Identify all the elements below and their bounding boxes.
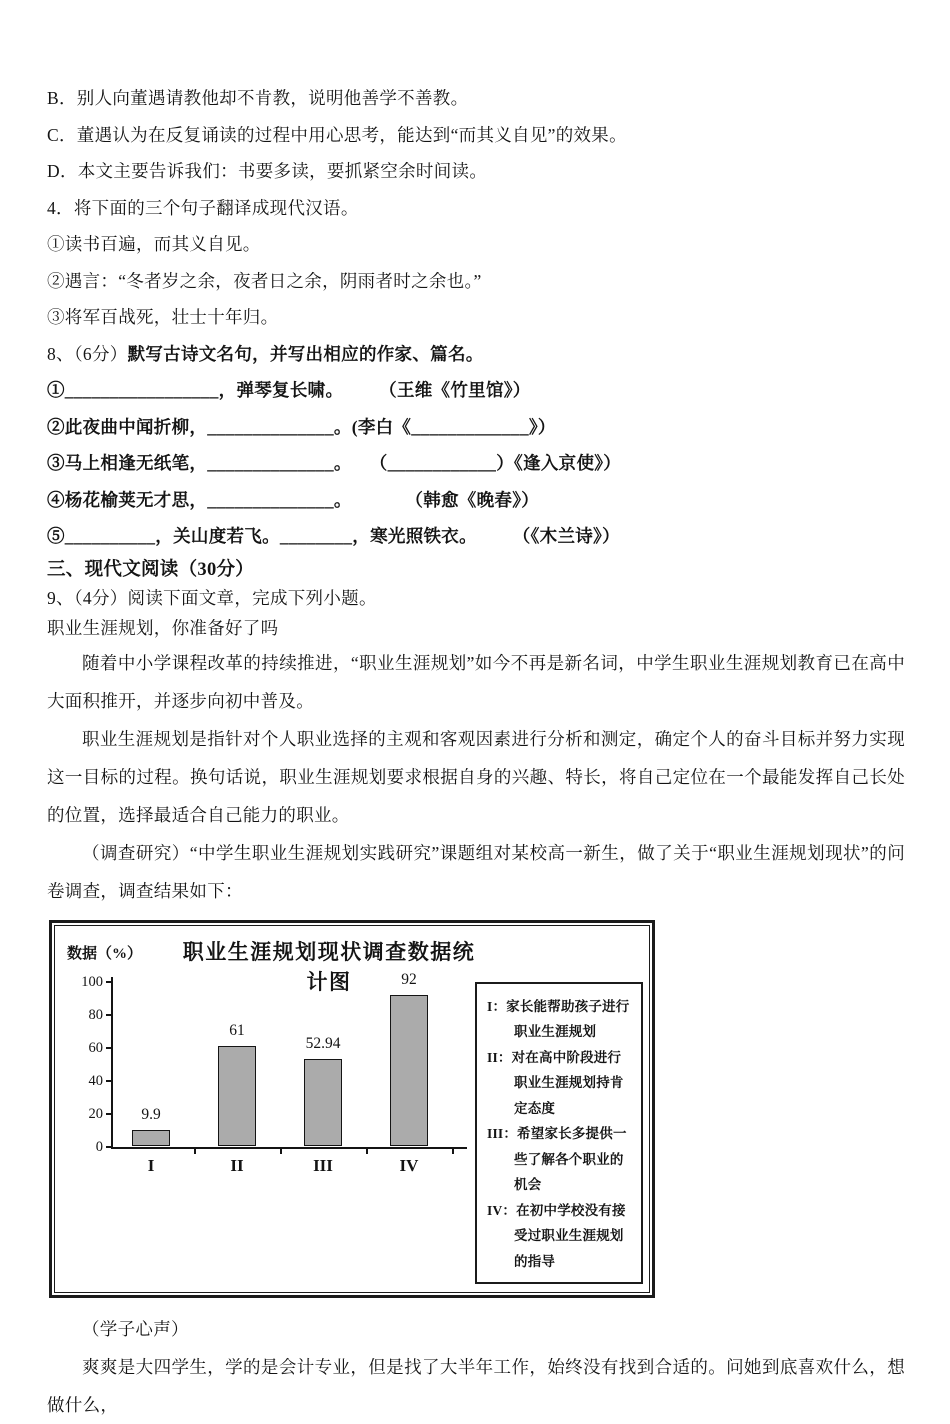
article-paragraph-2: 职业生涯规划是指针对个人职业选择的主观和客观因素进行分析和测定，确定个人的奋斗目标并努力实现这一目标的过程。换句话说，职业生涯规划要求根据自身的兴趣、特长，将自己定位在一个最能发挥自己长处的位置，选择最适合自己能力的职业。 [47,728,905,825]
x-tick-mark [280,1149,282,1154]
y-axis-line [111,977,113,1149]
question-8-stem [47,336,905,373]
question-9-stem: 9、（4分）阅读下面文章，完成下列小题。 [47,587,377,608]
x-tick-mark [194,1149,196,1154]
question-4-item-2: ②遇言：“冬者岁之余，夜者日之余，阴雨者时之余也。” [47,270,482,291]
question-8-instruction: 默写古诗文名句，并写出相应的作家、篇名。 [127,343,484,364]
bar-I [132,1130,170,1146]
y-tick-mark [106,981,111,983]
y-tick-label: 60 [88,1039,103,1056]
article-paragraph-3: （调查研究）“中学生职业生涯规划实践研究”课题组对某校高一新生，做了关于“职业生涯规划现状”的问卷调查，调查结果如下： [47,842,905,901]
bar-III [304,1059,342,1146]
x-category-label: IV [399,1155,419,1175]
chart-y-axis-label: 数据（%） [67,945,143,962]
legend-item-I: I：家长能帮助孩子进行职业生涯规划 [487,998,630,1039]
question-8-item-2: ②此夜曲中闻折柳，______________。(李白《_____________》） [47,416,556,437]
y-tick-mark [106,1080,111,1082]
chart-plot-area [65,972,471,1182]
question-4-item-1: ①读书百遍，而其义自见。 [47,234,261,254]
caption-student-voice: （学子心声） [82,1319,189,1339]
bar-value-label: 92 [401,970,417,988]
y-tick-label: 20 [88,1105,103,1122]
y-tick-mark [106,1014,111,1016]
chart-body [65,972,643,1285]
legend-item-II: II：对在高中阶段进行职业生涯规划持肯定态度 [487,1049,624,1116]
choice-b: B．别人向董遇请教他却不肯教，说明他善学不善教。 [47,88,469,108]
y-tick-label: 0 [95,1138,103,1155]
y-tick-mark [106,1146,111,1148]
bar-value-label: 52.94 [305,1035,341,1053]
y-tick-label: 100 [81,973,103,990]
y-tick-label: 80 [88,1006,103,1023]
legend-item-III: III：希望家长多提供一些了解各个职业的机会 [487,1126,627,1192]
question-8-item-4: ④杨花榆荚无才思，______________。 （韩愈《晚春》） [47,489,540,510]
x-category-label: I [147,1155,155,1175]
x-tick-mark [452,1149,454,1154]
survey-chart-figure [49,920,655,1299]
question-4-item-3: ③将军百战死，壮士十年归。 [47,307,279,327]
y-tick-label: 40 [88,1072,103,1089]
x-category-label: II [230,1155,244,1175]
choice-d: D．本文主要告诉我们：书要多读，要抓紧空余时间读。 [47,161,488,181]
chart-legend [475,982,643,1285]
section-heading: 三、现代文阅读（30分） [47,559,255,580]
survey-chart-inner-frame [54,925,650,1294]
question-8-number: 8、（6分） [47,343,128,364]
x-category-label: III [313,1155,333,1175]
article-paragraph-4: 爽爽是大四学生，学的是会计专业，但是找了大半年工作，始终没有找到合适的。问她到底喜欢什么，想做什么， [47,1357,905,1415]
question-8-item-5: ⑤__________，关山度若飞。________，寒光照铁衣。 （《木兰诗》） [47,526,620,546]
choice-c: C．董遇认为在反复诵读的过程中用心思考，能达到“而其义自见”的效果。 [47,124,627,145]
y-tick-mark [106,1047,111,1049]
bar-IV [390,995,428,1147]
chart-title: 职业生涯规划现状调查数据统计图 [182,939,476,994]
bar-value-label: 61 [229,1021,245,1039]
x-tick-mark [366,1149,368,1154]
x-axis-line [111,1147,467,1149]
question-8-item-3: ③马上相逢无纸笔，______________。 （____________）《逢入京使》） [47,453,622,473]
legend-item-IV: IV：在初中学校没有接受过职业生涯规划的指导 [487,1202,626,1269]
question-8-item-1: ①_________________，弹琴复长啸。 （王维《竹里馆》） [47,380,531,400]
bar-value-label: 9.9 [141,1106,161,1124]
article-paragraph-1: 随着中小学课程改革的持续推进，“职业生涯规划”如今不再是新名词，中学生职业生涯规划教育已在高中大面积推开，并逐步向初中普及。 [47,652,905,711]
bar-II [218,1046,256,1147]
y-tick-mark [106,1113,111,1115]
question-4-stem: 4．将下面的三个句子翻译成现代汉语。 [47,197,359,218]
article-title: 职业生涯规划，你准备好了吗 [47,617,279,638]
